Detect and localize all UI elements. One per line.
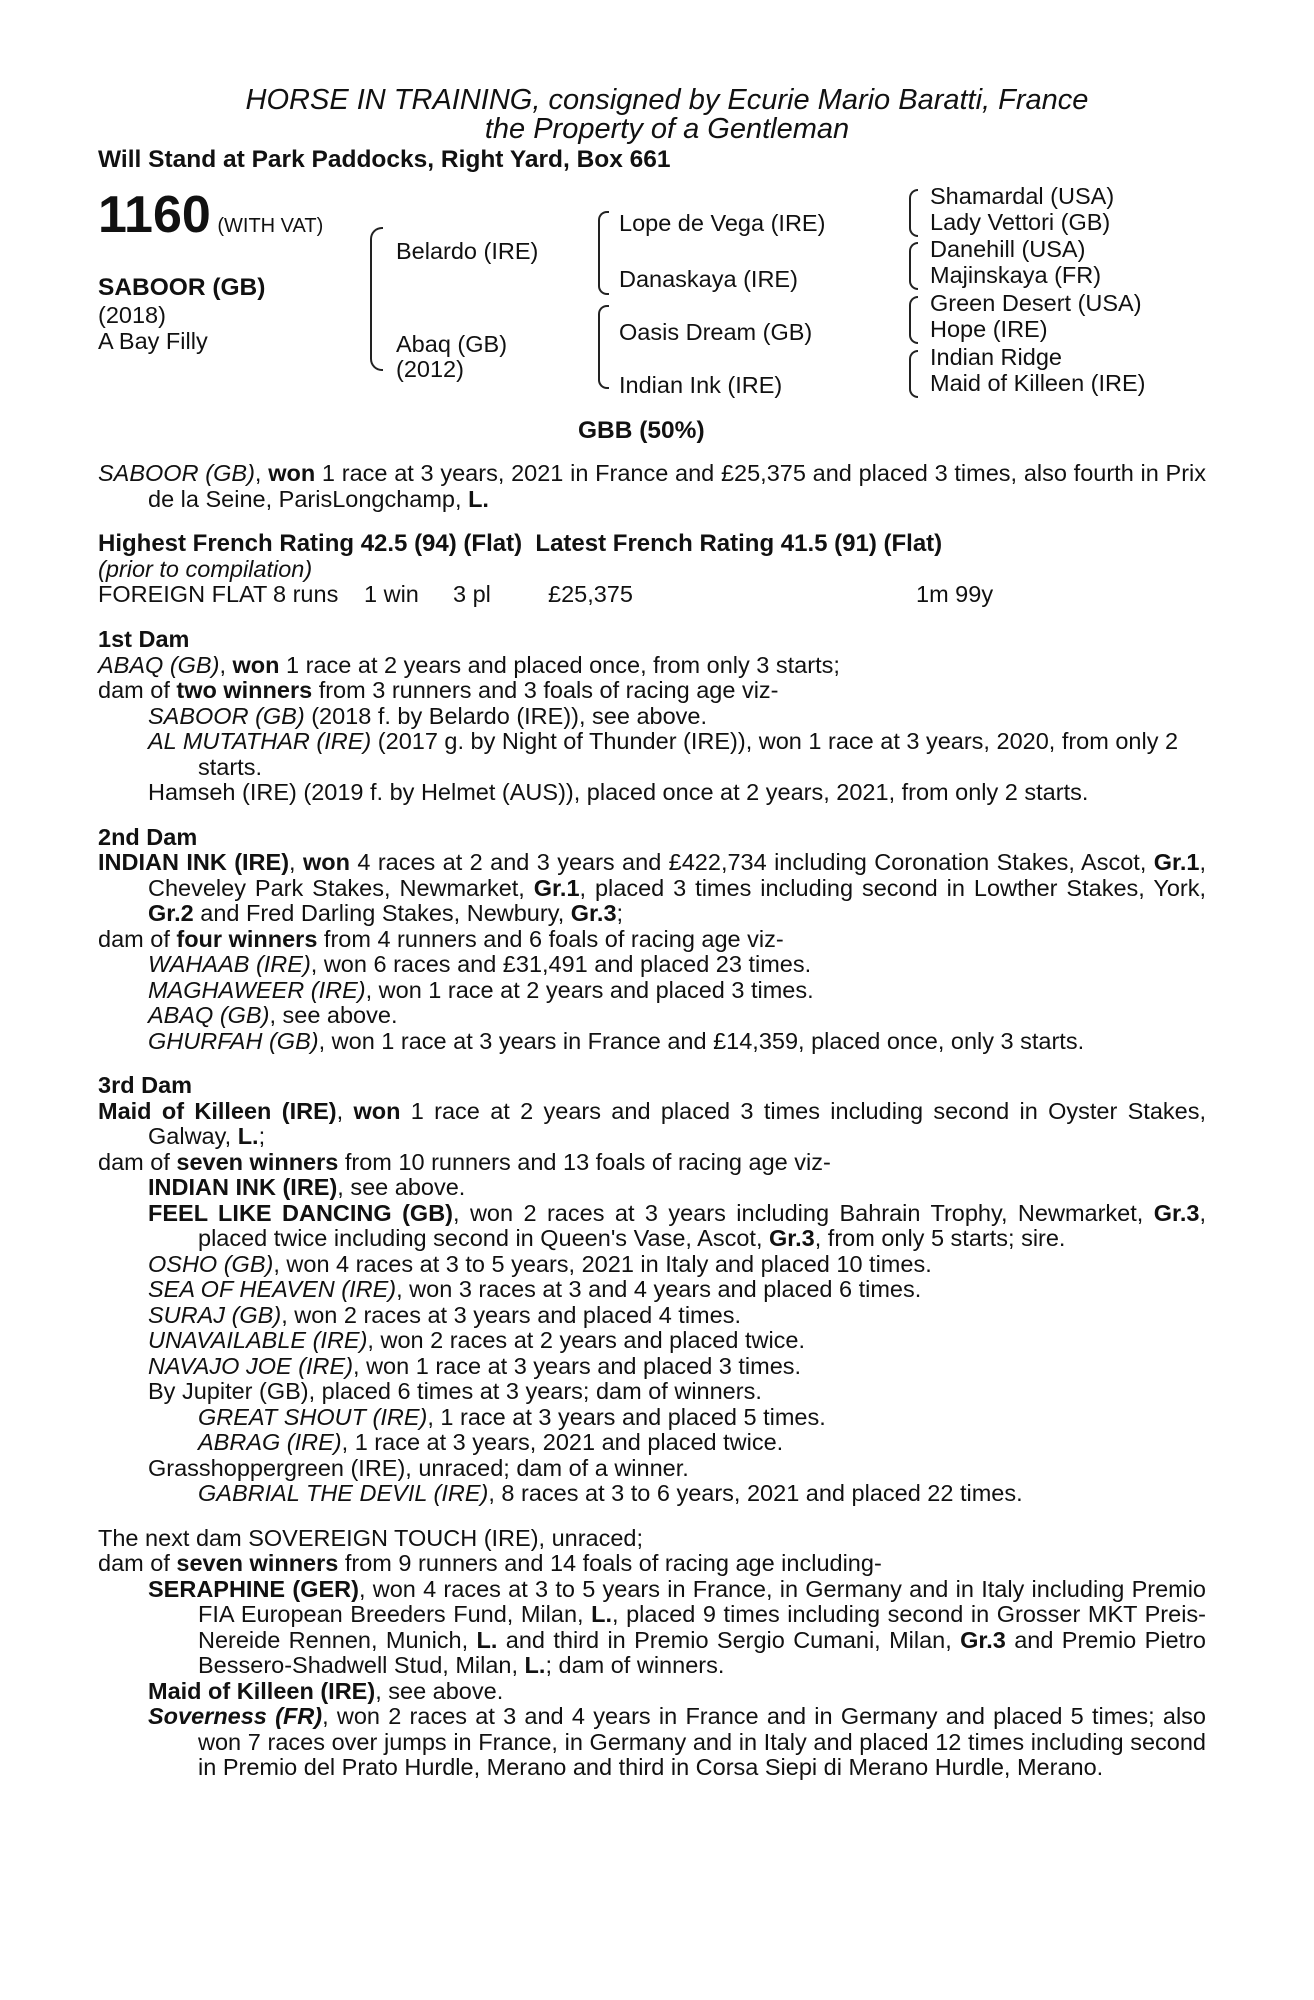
dam-text: and Fred Darling Stakes, Newbury, [193,900,571,926]
offspring-name: SABOOR (GB) [148,702,305,729]
vat-note: (WITH VAT) [217,215,324,237]
offspring-entry [98,1201,1206,1252]
listed-badge: L. [591,1601,613,1627]
third-dam-record: Maid of Killeen (IRE), won 1 race at 2 years and placed 3 times including second in Oyster Stakes, Galway, L.; [98,1097,1206,1149]
third-dam-produce-line [98,1150,1206,1176]
offspring-entry [98,1175,1206,1201]
dam-text: 1 race at 2 years and placed once, from only 3 starts; [279,651,840,678]
offspring-text: ; dam of winners. [545,1652,725,1678]
dam-name-text: ABAQ (GB) [98,651,220,678]
second-dam-record: INDIAN INK (IRE), won 4 races at 2 and 3 years and £422,734 including Coronation Stakes, Ascot, Gr.1, Cheveley Park Stakes, Newmarket, Gr.1, placed 3 times including second in Lowther Stakes, York, Gr.2 and Fred Darling Stakes, Newbury, Gr.3; [98,849,1207,926]
grand-offspring-entry [98,1430,1206,1456]
lot-number: 1160 [98,186,211,244]
offspring-entry [98,1003,1206,1029]
offspring-name: NAVAJO JOE (IRE) [148,1352,354,1379]
offspring-name: AL MUTATHAR (IRE) [148,728,372,754]
winners-count: seven winners [176,1550,339,1576]
grandparent-1: Shamardal (USA) [930,183,1115,209]
highest-rating: Highest French Rating 42.5 (94) (Flat) [98,530,523,557]
sire-sire: Lope de Vega (IRE) [619,210,826,236]
property-line: the Property of a Gentleman [484,113,850,145]
offspring-text: , won 2 races at 3 and 4 years in France and in Germany and placed 5 times; also won 7 races over jumps in France, in Germany and in Italy and placed 12 times including second in Premio del Prato Hurdle, Merano and third in Corsa Siepi di Merano Hurdle, Merano. [198,1703,1206,1780]
record-money: £25,375 [548,581,633,607]
offspring-text: (2017 g. by Night of Thunder (IRE)), won 1 race at 3 years, 2020, from only 2 starts. [198,728,1179,780]
record-wins: 1 win [364,581,419,607]
offspring-entry [98,1704,1206,1781]
offspring-text: , from only 5 starts; sire. [814,1225,1066,1251]
group-badge: Gr.2 [148,900,194,926]
winners-count: two winners [176,677,313,703]
summary-text: 1 race at 3 years, 2021 in France and £25,375 and placed 3 times, also fourth in Prix de la Seine, ParisLongchamp, [148,460,1207,512]
offspring-entry [98,1354,1206,1380]
offspring-entry: Grasshoppergreen (IRE), unraced; dam of a winner. [148,1454,689,1481]
ratings-line [98,531,1206,557]
dam-text: , placed 3 times including second in Lowther Stakes, York, [579,874,1207,901]
offspring-name: Soverness (FR) [148,1703,323,1729]
record-label: FOREIGN FLAT [98,581,268,607]
next-dam-section [98,1526,1206,1781]
dam-dam: Indian Ink (IRE) [619,372,783,398]
grandparent-3: Danehill (USA) [930,236,1086,262]
dam-name-text: INDIAN INK (IRE) [98,849,290,875]
offspring-entry [98,1029,1206,1055]
offspring-name: SERAPHINE (GER) [148,1575,359,1602]
gp-brace-2 [909,242,918,290]
dam-year: (2012) [396,356,464,382]
stand-location: Will Stand at Park Paddocks, Right Yard, Box 661 [98,146,671,173]
gp-brace-1 [909,189,918,237]
offspring-text: , see above. [269,1002,398,1028]
racing-record [98,582,1206,608]
first-dam-produce-line [98,678,1206,704]
offspring-text: (2018 f. by Belardo (IRE)), see above. [304,702,707,729]
grandparent-7: Indian Ridge [930,344,1062,370]
horse-year: (2018) [98,302,166,328]
offspring-text: , see above. [375,1677,504,1704]
offspring-text: , 1 race at 3 years and placed 5 times. [427,1403,826,1430]
latest-rating: Latest French Rating 41.5 (91) (Flat) [535,530,943,557]
dam-name: Abaq (GB) [396,331,508,357]
dam-name-text: Maid of Killeen (IRE) [98,1097,337,1124]
dam-text: 1 race at 2 years and placed 3 times including second in Oyster Stakes, Galway, [148,1097,1206,1149]
dam-of-text: dam of [98,1148,177,1175]
horse-name: SABOOR (GB) [98,274,266,301]
offspring-name: UNAVAILABLE (IRE) [148,1327,368,1353]
offspring-entry: By Jupiter (GB), placed 6 times at 3 years; dam of winners. [148,1378,762,1404]
grandparent-2: Lady Vettori (GB) [930,209,1111,235]
listed-badge: L. [524,1652,546,1678]
gp-brace-4 [909,350,918,398]
offspring-name: WAHAAB (IRE) [148,951,311,977]
offspring-text: and Premio Pietro Bessero-Shadwell Stud, Milan, [198,1626,1206,1678]
won-label: won [268,460,316,486]
next-dam-line: The next dam SOVEREIGN TOUCH (IRE), unraced; [98,1524,644,1551]
offspring-entry [98,704,1206,730]
listed-badge: L. [468,485,489,512]
offspring-name: GHURFAH (GB) [148,1027,319,1054]
prior-note: (prior to compilation) [98,555,313,582]
gbb-percentage: GBB (50%) [578,417,705,444]
grandparent-8: Maid of Killeen (IRE) [930,370,1146,396]
catalogue-page [98,86,1206,1781]
group-badge: Gr.3 [570,900,617,926]
offspring-name: INDIAN INK (IRE) [148,1174,338,1200]
third-dam-section [98,1073,1206,1507]
race-summary: SABOOR (GB), won 1 race at 3 years, 2021 in France and £25,375 and placed 3 times, also fourth in Prix de la Seine, ParisLongchamp, L. [98,460,1207,512]
offspring-text: , won 3 races at 3 and 4 years and placed 6 times. [396,1276,922,1302]
offspring-entry [98,1679,1206,1705]
offspring-text: , placed twice including second in Queen's Vase, Ascot, [198,1199,1206,1251]
offspring-entry: Hamseh (IRE) (2019 f. by Helmet (AUS)), placed once at 2 years, 2021, from only 2 starts. [148,779,1089,805]
listed-badge: L. [476,1626,498,1653]
produce-text: from 10 runners and 13 foals of racing age viz- [338,1148,831,1175]
second-dam-produce-line [98,927,1206,953]
offspring-name: GABRIAL THE DEVIL (IRE) [198,1480,489,1506]
offspring-text: , won 2 races at 3 years including Bahrain Trophy, Newmarket, [453,1199,1154,1226]
offspring-name: ABRAG (IRE) [198,1429,342,1455]
offspring-name: Maid of Killeen (IRE) [148,1677,376,1704]
offspring-text: , placed 9 times including second in Grosser MKT Preis-Nereide Rennen, Munich, [198,1601,1206,1653]
offspring-text: , won 1 race at 3 years and placed 3 times. [353,1352,802,1379]
offspring-text: , won 1 race at 3 years in France and £14,359, placed once, only 3 starts. [318,1027,1085,1054]
third-dam-heading: 3rd Dam [98,1072,193,1098]
offspring-entry [98,1277,1206,1303]
won-label: won [302,849,350,875]
group-badge: Gr.1 [533,874,580,901]
offspring-text: , won 2 races at 3 years and placed 4 times. [281,1301,741,1328]
offspring-text: , won 4 races at 3 to 5 years, 2021 in Italy and placed 10 times. [273,1250,932,1277]
dam-parents-brace [598,305,609,389]
summary-horse-name: SABOOR (GB) [98,460,255,486]
second-dam-heading: 2nd Dam [98,823,198,850]
dam-text: , Cheveley Park Stakes, Newmarket, [148,849,1207,901]
offspring-entry [98,1328,1206,1354]
offspring-entry [98,978,1206,1004]
offspring-text: , see above. [337,1174,466,1200]
horse-description: A Bay Filly [98,328,208,354]
dam-of-text: dam of [98,677,177,703]
grand-offspring-entry [98,1481,1206,1507]
offspring-text: and third in Premio Sergio Cumani, Milan, [497,1626,961,1653]
offspring-name: SEA OF HEAVEN (IRE) [148,1276,397,1302]
grandparent-5: Green Desert (USA) [930,290,1142,316]
listed-badge: L. [237,1123,259,1149]
offspring-text: , 8 races at 3 to 6 years, 2021 and placed 22 times. [488,1480,1023,1506]
offspring-entry [98,729,1206,780]
first-dam-heading: 1st Dam [98,626,190,652]
ratings-section [98,531,1206,608]
produce-text: from 9 runners and 14 foals of racing age including- [338,1550,882,1576]
won-label: won [232,651,280,678]
produce-text: from 3 runners and 3 foals of racing age viz- [312,677,779,703]
winners-count: four winners [176,925,318,952]
record-placed: 3 pl [453,581,491,607]
offspring-name: OSHO (GB) [148,1250,274,1277]
offspring-text: , 1 race at 3 years, 2021 and placed twice. [341,1429,784,1455]
offspring-entry [98,1303,1206,1329]
offspring-text: , won 2 races at 2 years and placed twice. [367,1327,806,1353]
sire-name: Belardo (IRE) [396,238,539,264]
offspring-name: MAGHAWEER (IRE) [148,976,366,1003]
group-badge: Gr.1 [1153,849,1200,875]
dam-text: 4 races at 2 and 3 years and £422,734 including Coronation Stakes, Ascot, [349,849,1154,875]
record-distance: 1m 99y [916,581,994,607]
consignor-line: HORSE IN TRAINING, consigned by Ecurie Mario Baratti, France [245,84,1089,116]
offspring-text: , won 4 races at 3 to 5 years in France, in Germany and in Italy including Premio FIA European Breeders Fund, Milan, [198,1575,1207,1627]
first-dam-section [98,627,1206,806]
offspring-entry [98,1252,1206,1278]
group-badge: Gr.3 [1153,1199,1200,1226]
offspring-entry [98,952,1206,978]
pedigree-block [98,179,1206,461]
sire-dam-brace [370,227,383,371]
offspring-text: , won 6 races and £31,491 and placed 23 times. [310,951,812,977]
record-runs: 8 runs [273,581,339,607]
dam-text: ; [616,900,624,926]
grandparent-4: Majinskaya (FR) [930,262,1102,288]
group-badge: Gr.3 [960,1626,1006,1653]
offspring-name: GREAT SHOUT (IRE) [198,1403,428,1430]
offspring-name: ABAQ (GB) [148,1002,270,1028]
grand-offspring-entry [98,1405,1206,1431]
dam-text: ; [258,1123,266,1149]
offspring-text: , won 1 race at 2 years and placed 3 times. [365,976,814,1003]
group-badge: Gr.3 [769,1225,815,1251]
gp-brace-3 [909,296,918,344]
produce-text: from 4 runners and 6 foals of racing age viz- [317,925,784,952]
winners-count: seven winners [176,1148,339,1175]
offspring-name: FEEL LIKE DANCING (GB) [148,1199,453,1226]
offspring-name: SURAJ (GB) [148,1301,282,1328]
lot-number-row [98,186,324,244]
next-dam-produce-line [98,1551,1206,1577]
sire-dam: Danaskaya (IRE) [619,266,798,292]
dam-of-text: dam of [98,925,177,952]
grandparent-6: Hope (IRE) [930,316,1048,342]
offspring-entry [98,1577,1206,1679]
sire-parents-brace [598,211,609,295]
won-label: won [353,1097,401,1124]
second-dam-section [98,825,1206,1055]
dam-sire: Oasis Dream (GB) [619,319,813,345]
first-dam-record: ABAQ (GB), won 1 race at 2 years and placed once, from only 3 starts; [98,651,840,678]
dam-of-text: dam of [98,1550,177,1576]
